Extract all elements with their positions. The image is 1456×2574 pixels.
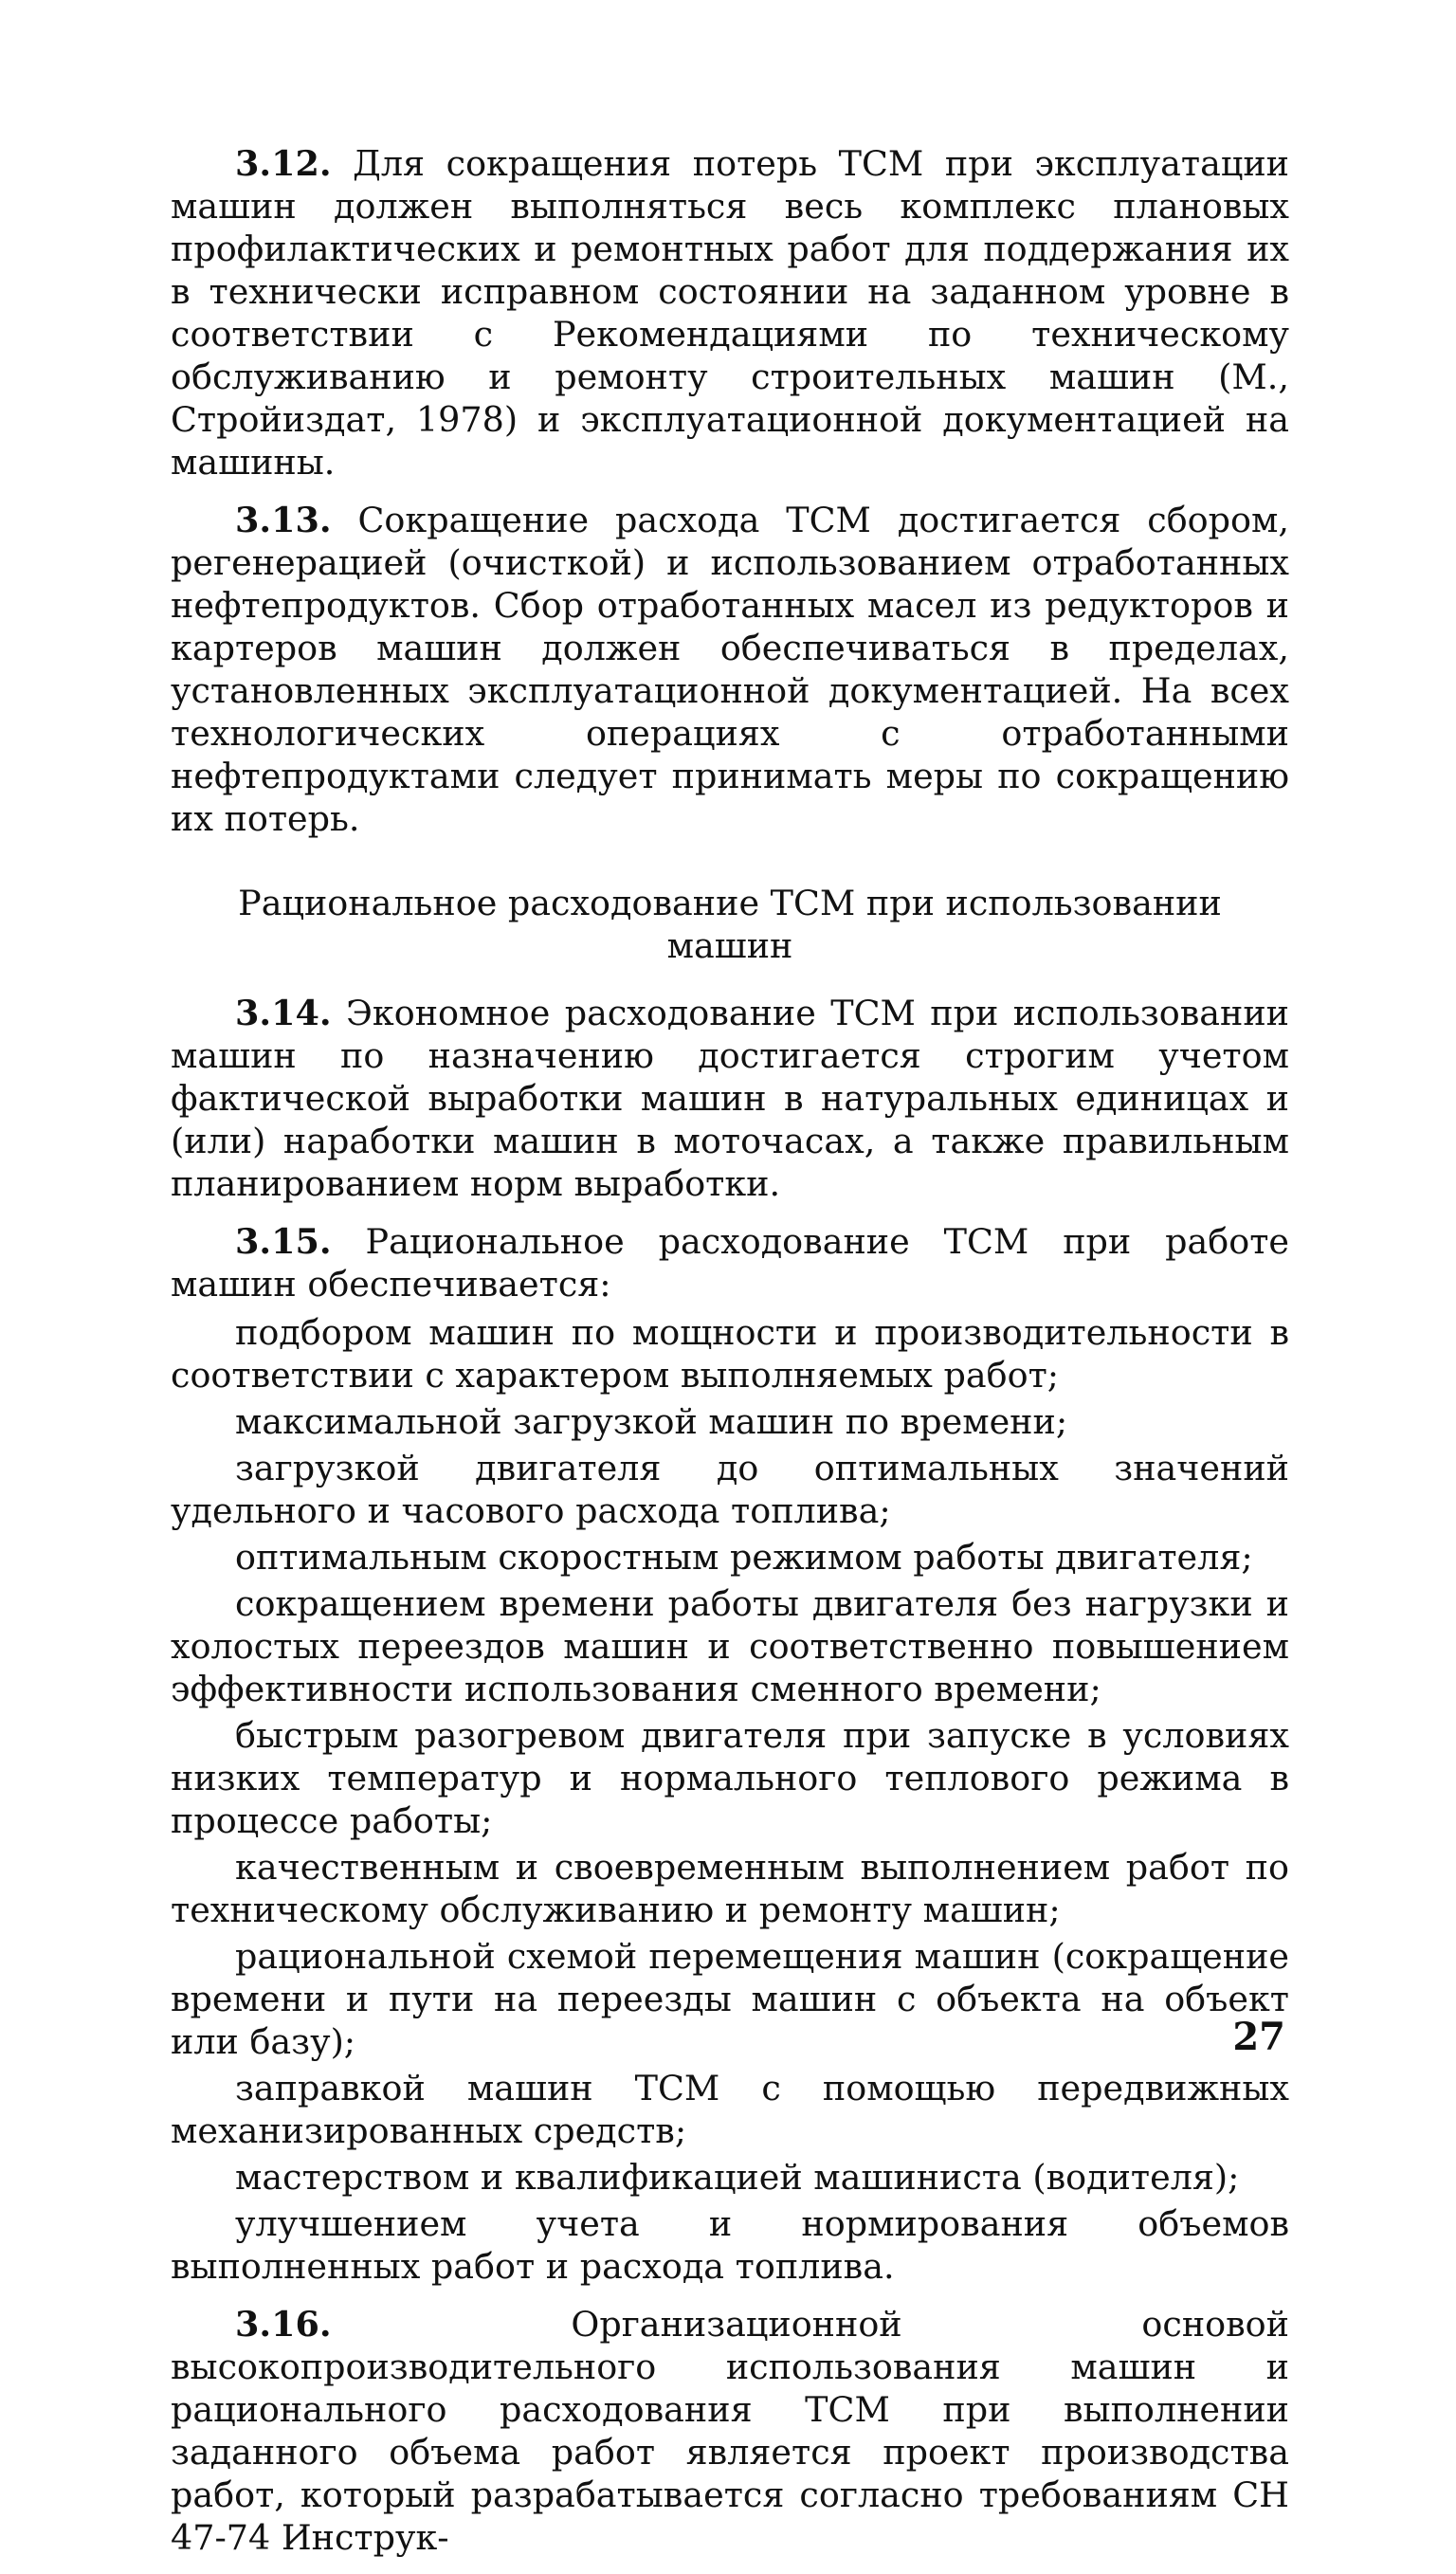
paragraph-text: Сокращение расхода ТСМ достигается сбором, регенерацией (очисткой) и использованием отработанных нефтепродуктов. Сбор отработанных масел из редукторов и картеров машин должен обеспечиваться в пределах, установленных эксплуатационной документацией. На всех технологических операциях с отработанными нефтепродуктами следует принимать меры по сокращению их потерь. xyxy=(171,500,1289,839)
list-item: сокращением времени работы двигателя без нагрузки и холостых переездов машин и соответственно повышением эффективности использования сменного времени; xyxy=(171,1583,1289,1709)
list-item: оптимальным скоростным режимом работы двигателя; xyxy=(235,1537,1253,1578)
paragraph-3-14 xyxy=(171,992,1289,1205)
paragraph-text: Организационной основой высокопроизводительного использования машин и рационального расходования ТСМ при выполнении заданного объема работ является проект производства работ, который разрабатывается согласно требованиям СН 47-74 Инструк- xyxy=(171,2304,1289,2558)
document-page xyxy=(171,142,1289,2574)
list-item: подбором машин по мощности и производительности в соответствии с характером выполняемых работ; xyxy=(171,1312,1289,1396)
list-item: улучшением учета и нормирования объемов выполненных работ и расхода топлива. xyxy=(171,2203,1289,2287)
list-item: заправкой машин ТСМ с помощью передвижных механизированных средств; xyxy=(171,2068,1289,2151)
section-heading: Рациональное расходование ТСМ при использовании машин xyxy=(238,883,1222,966)
page-number: 27 xyxy=(1232,2015,1285,2059)
list-item: рациональной схемой перемещения машин (сокращение времени и пути на переезды машин с объекта на объект или базу); xyxy=(171,1936,1289,2062)
paragraph-text: Рациональное расходование ТСМ при работе машин обеспечивается: xyxy=(171,1221,1289,1305)
paragraph-3-12 xyxy=(171,142,1289,484)
section-number: 3.16. xyxy=(235,2304,332,2345)
section-number: 3.15. xyxy=(235,1221,332,1262)
measures-list xyxy=(171,1311,1289,2288)
list-item: быстрым разогревом двигателя при запуске в условиях низких температур и нормального теплового режима в процессе работы; xyxy=(171,1715,1289,1841)
paragraph-text: Экономное расходование ТСМ при использовании машин по назначению достигается строгим учетом фактической выработки машин в натуральных единицах и (или) наработки машин в моточасах, а также правильным планированием норм выработки. xyxy=(171,993,1289,1204)
section-number: 3.13. xyxy=(235,500,332,540)
paragraph-3-13 xyxy=(171,499,1289,840)
list-item: качественным и своевременным выполнением работ по техническому обслуживанию и ремонту машин; xyxy=(171,1847,1289,1930)
section-number: 3.12. xyxy=(235,143,332,184)
list-item: загрузкой двигателя до оптимальных значений удельного и часового расхода топлива; xyxy=(171,1448,1289,1531)
list-item: мастерством и квалификацией машиниста (водителя); xyxy=(235,2157,1240,2198)
paragraph-3-15 xyxy=(171,1220,1289,1305)
paragraph-text: Для сокращения потерь ТСМ при эксплуатации машин должен выполняться весь комплекс плановых профилактических и ремонтных работ для поддержания их в технически исправном состоянии на заданном уровне в соответствии с Рекомендациями по техническому обслуживанию и ремонту строительных машин (М., Стройиздат, 1978) и эксплуатационной документацией на машины. xyxy=(171,143,1289,483)
list-item: максимальной загрузкой машин по времени; xyxy=(235,1401,1068,1442)
section-number: 3.14. xyxy=(235,993,332,1033)
paragraph-3-16 xyxy=(171,2303,1289,2559)
